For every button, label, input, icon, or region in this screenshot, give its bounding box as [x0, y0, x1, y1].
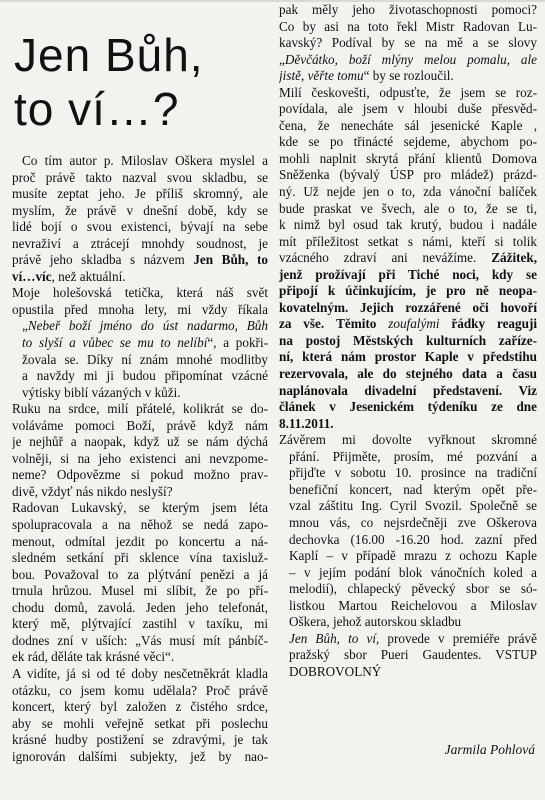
text-line: výtisky biblí vázaných v kůži.	[22, 384, 181, 400]
text-line: aby se mohli veřejně setkat při poslechu	[12, 715, 268, 731]
text-line: přijďte v sobotu 10. prosince na tradiční	[289, 465, 537, 481]
text-line: koncert, který byl založen z čistého srdce,	[12, 699, 268, 715]
text-line: nevraživí a ztrácejí mnohdy soudnost, je	[12, 235, 268, 251]
text-line: neme? Odpovězme si pokud možno prav-	[12, 467, 268, 483]
text-line: opustila před mnoha lety, mi vždy říkala	[12, 301, 268, 317]
text-line: Závěrem mi dovolte vyřknout skromné	[279, 432, 537, 448]
text-line: to slyší a vůbec se mu to nelíbí“, a pokři-	[22, 335, 268, 351]
text-line: bude praskat ve švech, ale o to, že se ti,	[279, 200, 537, 216]
text-line: Oškera, jehož autorskou skladbu	[289, 614, 462, 630]
title-line-2: to ví…?	[14, 83, 180, 135]
text-line: chodu domů, zavolá. Jeden jeho telefonát,	[12, 599, 268, 615]
left-column-text	[12, 153, 268, 765]
text-line: vzal záštitu Ing. Cyril Svozil. Společně se	[289, 498, 537, 514]
text-line: „Nebeř boží jméno do úst nadarmo, Bůh	[22, 318, 268, 334]
text-line: rezervovala, ale do stejného data a času	[279, 366, 537, 382]
text-line: musíte zeptat jeho. Je příliš skromný, ale	[12, 186, 268, 202]
text-line: ignorován dalšími subjekty, jež by nao-	[12, 748, 268, 764]
text-line: naplánovala divadelní představení. Viz	[279, 382, 537, 398]
text-line: krásné hudby postižení se zdravými, je tak	[12, 732, 268, 748]
text-line: Milí českovešti, odpusťte, že jsem se roz-	[279, 84, 537, 100]
text-line: právě jeho skladba s názvem Jen Bůh, to	[12, 252, 268, 268]
text-line: myslím, že právě v dnešní době, kdy se	[12, 202, 268, 218]
text-line: trnula hrůzou. Musel mi slíbit, že po pří-	[12, 583, 268, 599]
text-line: 8.11.2011.	[279, 415, 334, 431]
text-line: benefiční koncert, nad kterým opět pře-	[289, 481, 537, 497]
text-line: A vidíte, já si od té doby nesčetněkrát kladla	[12, 665, 268, 681]
text-line: „Děvčátko, boží mlýny melou pomalu, ale	[279, 51, 537, 67]
text-line: a navždy mi ji budou připomínat vzácné	[22, 368, 268, 384]
text-line: melodií), chlapecký pěvecký sbor se só-	[289, 581, 537, 597]
text-line: žovala se. Díky ní znám mnohé modlitby	[22, 351, 268, 367]
text-line: jenž prožívají při Tiché noci, kdy se	[279, 266, 537, 282]
text-line: mít příležitost setkat s námi, kteří si tolik	[279, 233, 537, 249]
text-line: voláváme pomoci Boží, právě když nám	[12, 417, 268, 433]
author-signature: Jarmila Pohlová	[444, 742, 535, 757]
text-line: kde se po třinácté sejdeme, abychom po-	[279, 134, 537, 150]
text-line: bou. Považoval to za plýtvání penězi a já	[12, 566, 268, 582]
text-line: ný. Už nejde jen o to, zda vánoční balíček	[279, 184, 537, 200]
text-line: mohli naplnit skrytá přání klientů Domova	[279, 150, 537, 166]
text-line: menout, odmítal jezdit po koncertu a ná-	[12, 533, 268, 549]
text-line: divě, vždyť nás nikdo neslyší?	[12, 483, 173, 499]
text-line: mnou vás, co nejsrdečněji zve Oškerova	[289, 514, 537, 530]
text-line: listkou Martou Reichelovou a Miloslav	[289, 597, 537, 613]
text-line: kavský? Podíval by se na mě a se slovy	[279, 35, 537, 51]
text-line: jistě, věřte tomu“ by se rozloučil.	[279, 68, 454, 84]
text-line: Kaplí – v případě mrazu z ochozu Kaple	[289, 548, 537, 564]
text-line: Co tím autor p. Miloslav Oškera myslel a	[22, 153, 268, 168]
text-line: ní, která nám prostor Kaple v předstihu	[279, 349, 537, 365]
text-line: Moje holešovská tetička, která náš svět	[12, 285, 268, 301]
title-line-1: Jen Bůh,	[14, 29, 204, 81]
text-line: ek rád, děláte tak krásné věci“.	[12, 649, 175, 665]
text-line: Ruku na srdce, milí přátelé, kolikrát se do-	[12, 401, 268, 417]
text-line: je nejhůř a naopak, když už se nám dýchá	[12, 434, 268, 450]
text-line: ví…víc, než aktuální.	[12, 268, 126, 284]
text-line: sledném setkání při sklence vína taxisluž-	[12, 550, 268, 566]
text-line: kovatelným. Jejich rozzářené oči hovoří	[279, 299, 537, 315]
text-line: proč právě takto nazval svou skladbu, se	[12, 169, 268, 185]
text-line: Jen Bůh, to ví, provede v premiéře právě	[289, 630, 537, 646]
text-line: Sněženka (bývalý ÚSP pro mládež) prázd-	[279, 167, 537, 183]
text-line: pražský sbor Pueri Gaudentes. VSTUP	[289, 647, 537, 663]
text-line: k nimž byl osud tak krutý, budou i nadále	[279, 217, 537, 233]
text-line: pak měly jeho životaschopnosti pomoci?	[279, 2, 537, 17]
text-line: připojí k účinkujícím, je pro ně neopa-	[279, 283, 537, 299]
text-line: DOBROVOLNÝ	[289, 663, 382, 679]
text-line: vzácného zdraví ani nevážíme. Zážitek,	[279, 250, 537, 266]
text-line: na postoj Městských kulturních zaříze-	[279, 332, 537, 348]
text-line: lidé bojí o svou existenci, bývají na sebe	[12, 219, 268, 235]
text-line: spolupracovala a na něhož se nedá zapo-	[12, 517, 268, 533]
text-line: za vše. Těmito zoufalými řádky reaguji	[279, 316, 537, 332]
text-line: Co by asi na toto řekl Mistr Radovan Lu-	[279, 18, 537, 34]
text-line: který mě, plýtvající zastihl v taxíku, mi	[12, 616, 268, 632]
text-line: Radovan Lukavský, se kterým jsem léta	[12, 500, 268, 516]
article-title	[14, 28, 269, 136]
text-line: dodnes zní v uších: „Vás musí mít pánbíč-	[12, 632, 268, 648]
text-line: povídala, ale jsem v hloubi duše přesvěd-	[279, 101, 537, 117]
right-column-text	[279, 2, 537, 680]
text-line: přání. Přijměte, prosím, mé pozvání a	[289, 448, 537, 464]
text-line: článek v Jesenickém týdeníku ze dne	[279, 399, 537, 415]
text-line: volněji, si na jeho existenci ani nevzpome-	[12, 450, 268, 466]
text-line: čena, že nenecháte sál jesenické Kaple ,	[279, 117, 537, 133]
text-line: dechovka (16.00 -16.20 hod. zazní před	[289, 531, 537, 547]
text-line: otázku, co jsem komu udělala? Proč právě	[12, 682, 268, 698]
text-line: – v jejím podání blok vánočních koled a	[289, 564, 537, 580]
